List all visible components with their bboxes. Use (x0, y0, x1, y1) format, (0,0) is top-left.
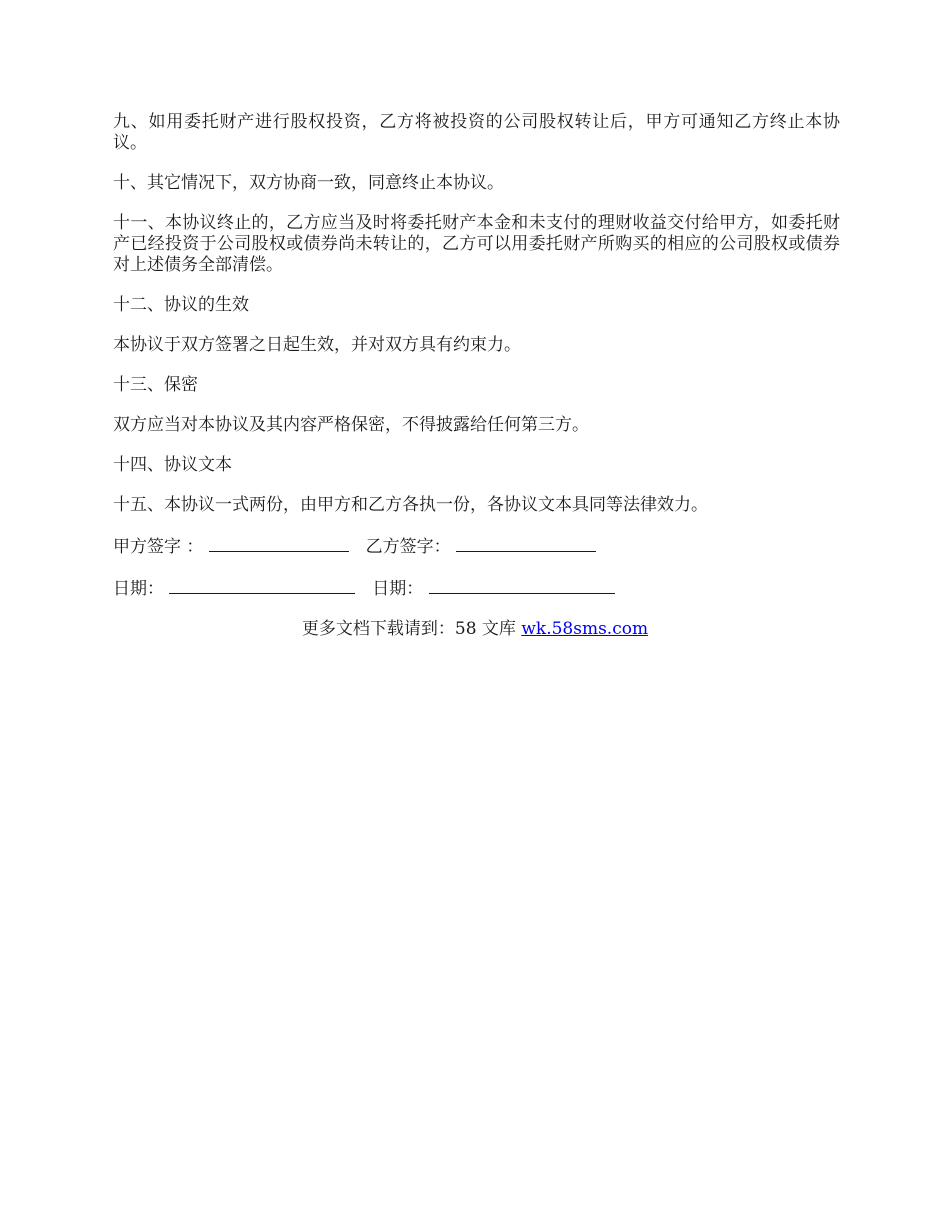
download-footer (0, 619, 950, 640)
clause-fourteen-heading: 十四、协议文本 (113, 455, 232, 475)
clause-thirteen-text: 双方应当对本协议及其内容严格保密，不得披露给任何第三方。 (113, 415, 589, 435)
clause-fifteen: 十五、本协议一式两份，由甲方和乙方各执一份，各协议文本具同等法律效力。 (113, 495, 708, 515)
party-b-date-blank (429, 577, 615, 594)
party-b-signature-blank (456, 535, 596, 552)
clause-ten: 十、其它情况下，双方协商一致，同意终止本协议。 (113, 173, 504, 193)
document-body (113, 112, 840, 619)
party-a-date-label: 日期： (113, 579, 164, 599)
clause-twelve-text: 本协议于双方签署之日起生效，并对双方具有约束力。 (113, 335, 521, 355)
party-b-date-label: 日期： (372, 579, 424, 599)
party-a-date-blank (169, 577, 355, 594)
clause-eleven: 十一、本协议终止的，乙方应当及时将委托财产本金和未支付的理财收益交付给甲方，如委托财产已经投资于公司股权或债券尚未转让的，乙方可以用委托财产所购买的相应的公司股权或债券对上述债务全部清偿。 (113, 213, 840, 275)
date-line (113, 577, 840, 600)
clause-nine: 九、如用委托财产进行股权投资，乙方将被投资的公司股权转让后，甲方可通知乙方终止本协议。 (113, 112, 840, 153)
party-a-signature-blank (209, 535, 349, 552)
footer-link[interactable]: wk.58sms.com (521, 619, 649, 639)
clause-twelve-heading: 十二、协议的生效 (113, 295, 249, 315)
clause-thirteen-heading: 十三、保密 (113, 375, 198, 395)
party-b-signature-label: 乙方签字： (365, 537, 451, 557)
signature-line (113, 535, 840, 558)
party-a-signature-label: 甲方签字 ： (113, 537, 204, 557)
footer-text: 更多文档下载请到：58 文库 (301, 619, 522, 639)
